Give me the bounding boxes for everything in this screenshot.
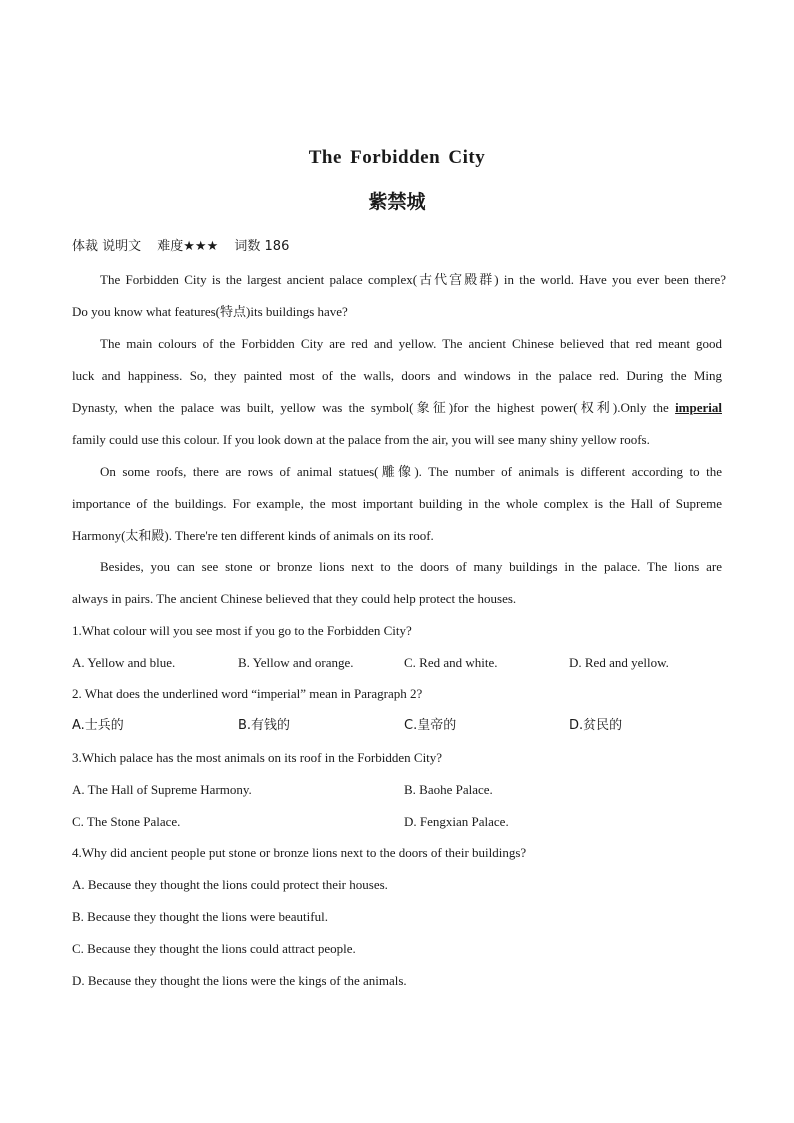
paragraph-3-line-2: importance of the buildings. For example, the most important building in the whole complex is the Hall of Supreme [72,496,722,511]
question-4-option-c: C. Because they thought the lions could attract people. [72,941,356,956]
question-3-option-a: A. The Hall of Supreme Harmony. [72,782,252,797]
paragraph-3-line-1: On some roofs, there are rows of animal statues(雕像). The number of animals is different according to the [100,464,722,479]
question-3-option-d: D. Fengxian Palace. [404,814,509,829]
page-subtitle: 紫禁城 [368,191,426,213]
paragraph-2-line-3 [72,400,722,416]
paragraph-4-line-1: Besides, you can see stone or bronze lions next to the doors of many buildings in the palace. The lions are [100,559,722,574]
question-4-option-b: B. Because they thought the lions were beautiful. [72,909,328,924]
question-3-stem: 3.Which palace has the most animals on its roof in the Forbidden City? [72,750,443,765]
page-title: The Forbidden City [308,147,486,168]
paragraph-2-line-1: The main colours of the Forbidden City are red and yellow. The ancient Chinese believed that red meant good [100,336,722,351]
meta-word-count: 词数 186 [234,239,290,254]
article-meta [72,235,301,254]
question-2-option-d: D.贫民的 [569,718,623,733]
question-1-option-b: B. Yellow and orange. [238,655,354,670]
paragraph-2-line-4: family could use this colour. If you look down at the palace from the air, you will see many shiny yellow roofs. [72,432,650,447]
question-4-stem: 4.Why did ancient people put stone or bronze lions next to the doors of their buildings? [72,845,527,860]
paragraph-4-line-2: always in pairs. The ancient Chinese believed that they could help protect the houses. [72,591,517,606]
question-3-option-b: B. Baohe Palace. [404,782,493,797]
question-4-option-a: A. Because they thought the lions could protect their houses. [72,877,388,892]
question-2-stem: 2. What does the underlined word “imperial” mean in Paragraph 2? [72,686,423,701]
paragraph-2-line-3-text: Dynasty, when the palace was built, yellow was the symbol(象征)for the highest power(权利).Only the [72,400,676,415]
paragraph-1-line-1: The Forbidden City is the largest ancient palace complex(古代宫殿群) in the world. Have you ever been there? [100,272,726,287]
meta-genre: 体裁 说明文 [72,239,142,254]
paragraph-2-line-2: luck and happiness. So, they painted most of the walls, doors and windows in the palace red. During the Ming [72,368,722,383]
question-1-option-a: A. Yellow and blue. [72,655,176,670]
question-1-stem: 1.What colour will you see most if you go to the Forbidden City? [72,623,412,638]
question-3-option-c: C. The Stone Palace. [72,814,181,829]
paragraph-3-line-3: Harmony(太和殿). There're ten different kinds of animals on its roof. [72,528,434,543]
question-1-option-c: C. Red and white. [404,655,498,670]
paragraph-1-line-2: Do you know what features(特点)its buildings have? [72,304,348,319]
question-2-option-b: B.有钱的 [238,718,291,733]
underlined-word-imperial: imperial [675,400,722,415]
question-4-option-d: D. Because they thought the lions were the kings of the animals. [72,973,407,988]
question-1-option-d: D. Red and yellow. [569,655,669,670]
question-2-option-a: A.士兵的 [72,718,124,733]
question-2-option-c: C.皇帝的 [404,718,457,733]
meta-difficulty: 难度★★★ [157,239,219,254]
